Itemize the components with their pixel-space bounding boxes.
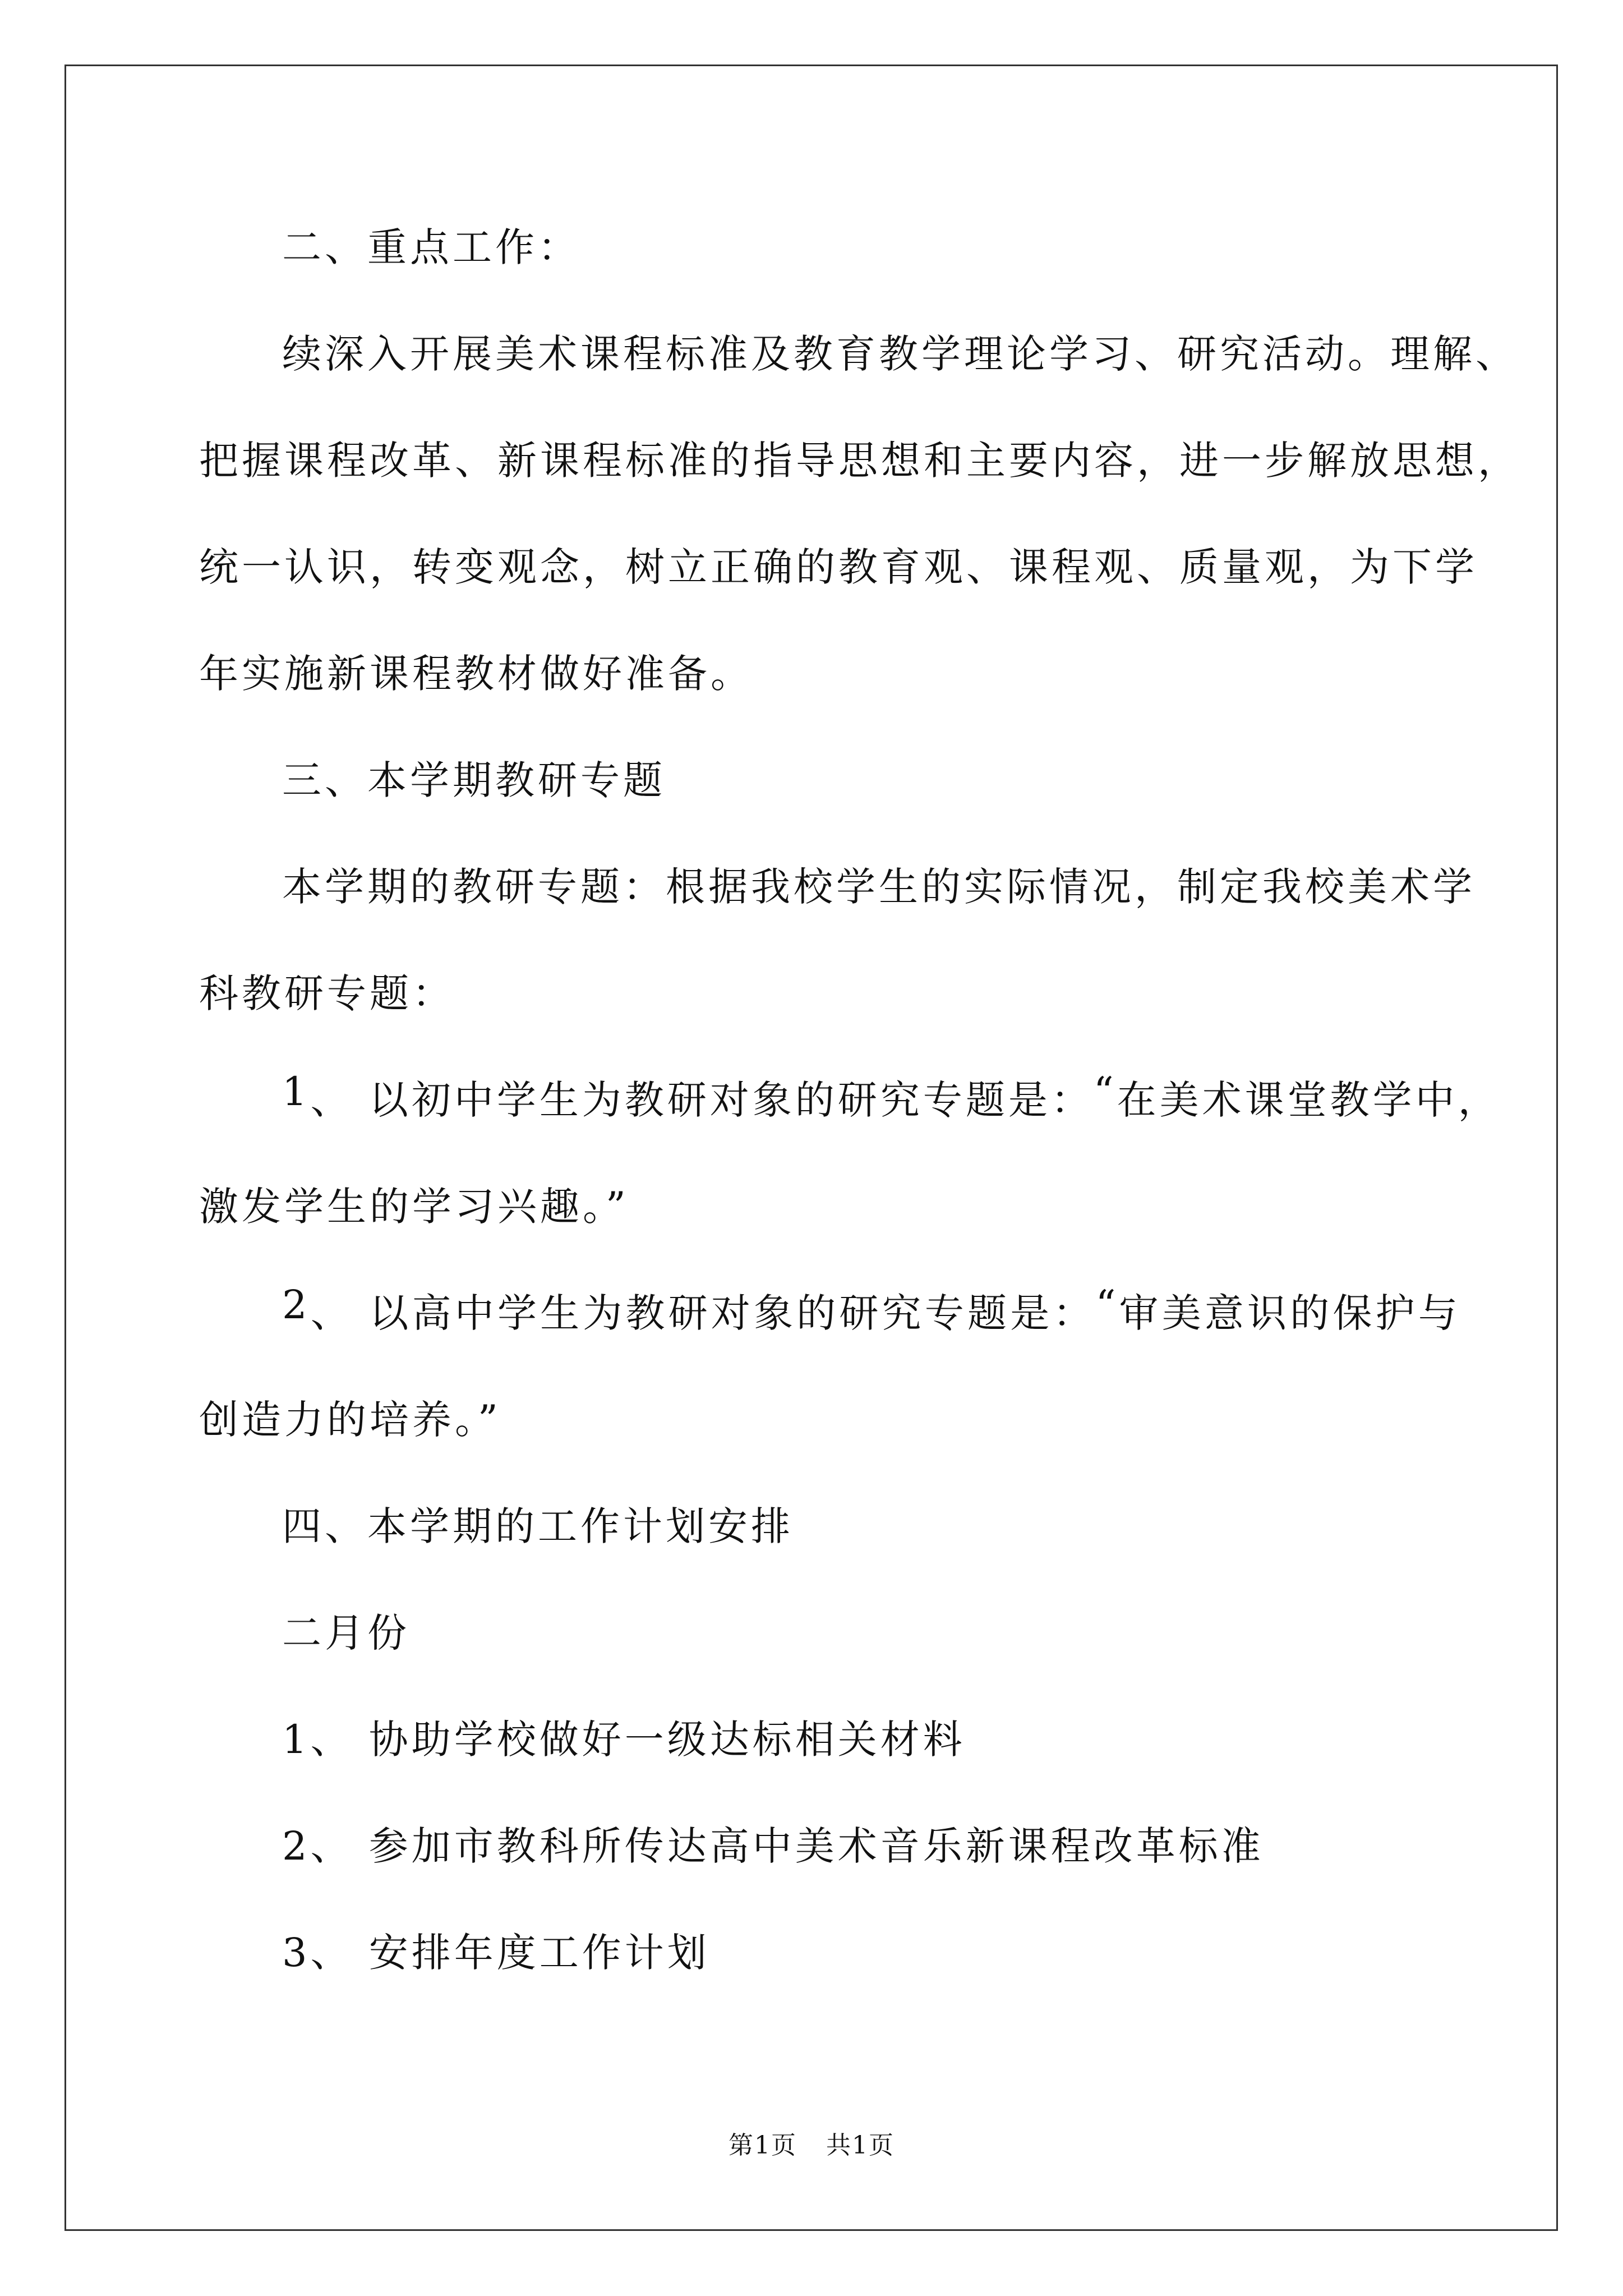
month-heading: 二月份	[282, 1610, 410, 1656]
paragraph-line: 统 一 认 识 ， 转 变 观 念 ， 树 立 正 确 的 教 育 观 、 课 程 观 、 质 量 观 ， 为 下 学	[199, 544, 1478, 590]
list-item: 1 、 以 初 中 学 生 为 教 研 对 象 的 研 究 专 题 是 ： “ 在 美 术 课 堂 教 学 中 ，	[282, 1069, 1501, 1123]
paragraph-line: 把 握 课 程 改 革 、 新 课 程 标 准 的 指 导 思 想 和 主 要 内 容 ， 进 一 步 解 放 思 想 ，	[199, 438, 1520, 484]
paragraph-line: 续 深 入 开 展 美 术 课 程 标 准 及 教 育 教 学 理 论 学 习 、 研 究 活 动 。 理 解 、	[282, 331, 1518, 377]
paragraph-line: 激发学生的学习兴趣。”	[199, 1184, 629, 1230]
page-footer	[0, 2125, 1623, 2161]
paragraph-line: 创造力的培养。”	[199, 1397, 501, 1443]
list-item: 2 、 以 高 中 学 生 为 教 研 对 象 的 研 究 专 题 是 ： “ 审 美 意 识 的 保 护 与	[282, 1282, 1461, 1336]
section-heading: 三、本学期教研专题	[282, 757, 666, 803]
paragraph-line: 年实施新课程教材做好准备。	[199, 651, 753, 697]
paragraph-line: 本 学 期 的 教 研 专 题 ： 根 据 我 校 学 生 的 实 际 情 况 ， 制 定 我 校 美 术 学	[282, 864, 1476, 910]
paragraph-line: 科教研专题：	[199, 970, 455, 1016]
page-total: 共1页	[826, 2131, 895, 2160]
list-item: 3、 安排年度工作计划	[282, 1930, 710, 1976]
paragraph-line: 二、重点工作：	[282, 224, 580, 270]
list-item: 2、 参加市教科所传达高中美术音乐新课程改革标准	[282, 1823, 1264, 1869]
page-border	[64, 65, 1558, 2231]
section-heading: 四、本学期的工作计划安排	[282, 1503, 794, 1549]
list-item: 1、 协助学校做好一级达标相关材料	[282, 1717, 966, 1763]
page-number: 第1页	[728, 2131, 797, 2160]
